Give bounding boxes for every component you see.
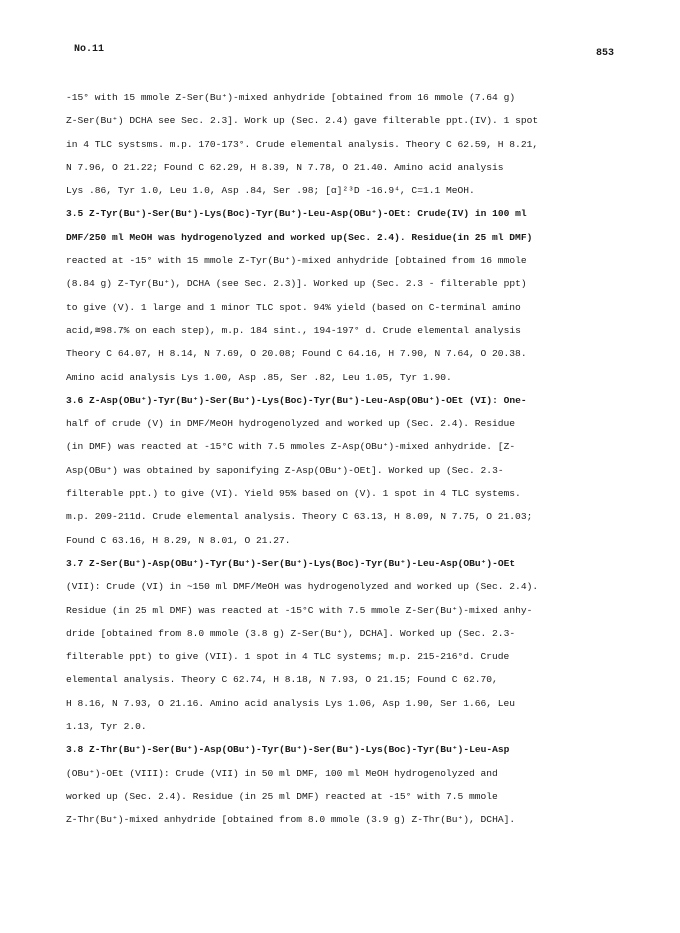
text-line: -15° with 15 mmole Z-Ser(Bu⁺)-mixed anhydride [obtained from 16 mmole (7.64 g)	[66, 92, 516, 103]
text-line: N 7.96, O 21.22; Found C 62.29, H 8.39, N 7.78, O 21.40. Amino acid analysis	[66, 161, 504, 173]
text-line: Theory C 64.07, H 8.14, N 7.69, O 20.08; Found C 64.16, H 7.90, N 7.64, O 20.38.	[66, 348, 527, 360]
text-line: Lys .86, Tyr 1.0, Leu 1.0, Asp .84, Ser .98; [α]²³D -16.9⁴, C=1.1 MeOH.	[66, 185, 475, 197]
text-line: reacted at -15° with 15 mmole Z-Tyr(Bu⁺)-mixed anhydride [obtained from 16 mmole	[66, 255, 527, 267]
text-line: 1.13, Tyr 2.0.	[66, 721, 147, 733]
text-line: worked up (Sec. 2.4). Residue (in 25 ml DMF) reacted at -15° with 7.5 mmole	[66, 790, 498, 802]
section-heading-3-5: 3.5 Z-Tyr(Bu⁺)-Ser(Bu⁺)-Lys(Boc)-Tyr(Bu⁺)-Leu-Asp(OBu⁺)-OEt: Crude(IV) in 100 ml	[66, 208, 527, 220]
text-line: dride [obtained from 8.0 mmole (3.8 g) Z-Ser(Bu⁺), DCHA]. Worked up (Sec. 2.3-	[66, 627, 516, 639]
text-line: DMF/250 ml MeOH was hydrogenolyzed and worked up(Sec. 2.4). Residue(in 25 ml DMF)	[66, 231, 533, 243]
text-line: H 8.16, N 7.93, O 21.16. Amino acid analysis Lys 1.06, Asp 1.90, Ser 1.66, Leu	[66, 697, 516, 709]
text-line: half of crude (V) in DMF/MeOH hydrogenolyzed and worked up (Sec. 2.4). Residue	[66, 418, 516, 430]
text-line: m.p. 209-211d. Crude elemental analysis. Theory C 63.13, H 8.09, N 7.75, O 21.03;	[66, 511, 533, 523]
text-line: Found C 63.16, H 8.29, N 8.01, O 21.27.	[66, 534, 291, 546]
page-number: 853	[595, 48, 614, 59]
text-line: Residue (in 25 ml DMF) was reacted at -15°C with 7.5 mmole Z-Ser(Bu⁺)-mixed anhy-	[66, 604, 533, 616]
text-line: in 4 TLC systsms. m.p. 170-173°. Crude elemental analysis. Theory C 62.59, H 8.21,	[66, 138, 539, 150]
text-line: to give (V). 1 large and 1 minor TLC spot. 94% yield (based on C-terminal amino	[66, 301, 521, 313]
text-line: (8.84 g) Z-Tyr(Bu⁺), DCHA (see Sec. 2.3)]. Worked up (Sec. 2.3 - filterable ppt)	[66, 278, 527, 290]
body-text	[66, 86, 622, 832]
text-line: filterable ppt.) to give (VI). Yield 95% based on (V). 1 spot in 4 TLC systems.	[66, 488, 521, 500]
text-line: acid,≅98.7% on each step), m.p. 184 sint., 194-197° d. Crude elemental analysis	[66, 324, 521, 336]
text-line: elemental analysis. Theory C 62.74, H 8.18, N 7.93, O 21.15; Found C 62.70,	[66, 674, 498, 686]
text-line: Amino acid analysis Lys 1.00, Asp .85, Ser .82, Leu 1.05, Tyr 1.90.	[66, 371, 452, 383]
text-line: (VII): Crude (VI) in ~150 ml DMF/MeOH was hydrogenolyzed and worked up (Sec. 2.4).	[66, 581, 539, 593]
text-line: Z-Ser(Bu⁺) DCHA see Sec. 2.3]. Work up (Sec. 2.4) gave filterable ppt.(IV). 1 spot	[66, 115, 539, 127]
text-line: Asp(OBu⁺) was obtained by saponifying Z-Asp(OBu⁺)-OEt]. Worked up (Sec. 2.3-	[66, 464, 504, 476]
text-line: (OBu⁺)-OEt (VIII): Crude (VII) in 50 ml DMF, 100 ml MeOH hydrogenolyzed and	[66, 767, 498, 779]
text-line: filterable ppt) to give (VII). 1 spot in 4 TLC systems; m.p. 215-216°d. Crude	[66, 651, 510, 663]
section-heading-3-8: 3.8 Z-Thr(Bu⁺)-Ser(Bu⁺)-Asp(OBu⁺)-Tyr(Bu⁺)-Ser(Bu⁺)-Lys(Boc)-Tyr(Bu⁺)-Leu-Asp	[66, 744, 510, 756]
text-line: Z-Thr(Bu⁺)-mixed anhydride [obtained from 8.0 mmole (3.9 g) Z-Thr(Bu⁺), DCHA].	[66, 814, 516, 826]
journal-issue: No.11	[74, 44, 105, 55]
text-line: (in DMF) was reacted at -15°C with 7.5 mmoles Z-Asp(OBu⁺)-mixed anhydride. [Z-	[66, 441, 516, 453]
section-heading-3-6: 3.6 Z-Asp(OBu⁺)-Tyr(Bu⁺)-Ser(Bu⁺)-Lys(Boc)-Tyr(Bu⁺)-Leu-Asp(OBu⁺)-OEt (VI): One-	[66, 394, 527, 406]
page-header	[74, 44, 614, 60]
section-heading-3-7: 3.7 Z-Ser(Bu⁺)-Asp(OBu⁺)-Tyr(Bu⁺)-Ser(Bu⁺)-Lys(Boc)-Tyr(Bu⁺)-Leu-Asp(OBu⁺)-OEt	[66, 557, 516, 569]
